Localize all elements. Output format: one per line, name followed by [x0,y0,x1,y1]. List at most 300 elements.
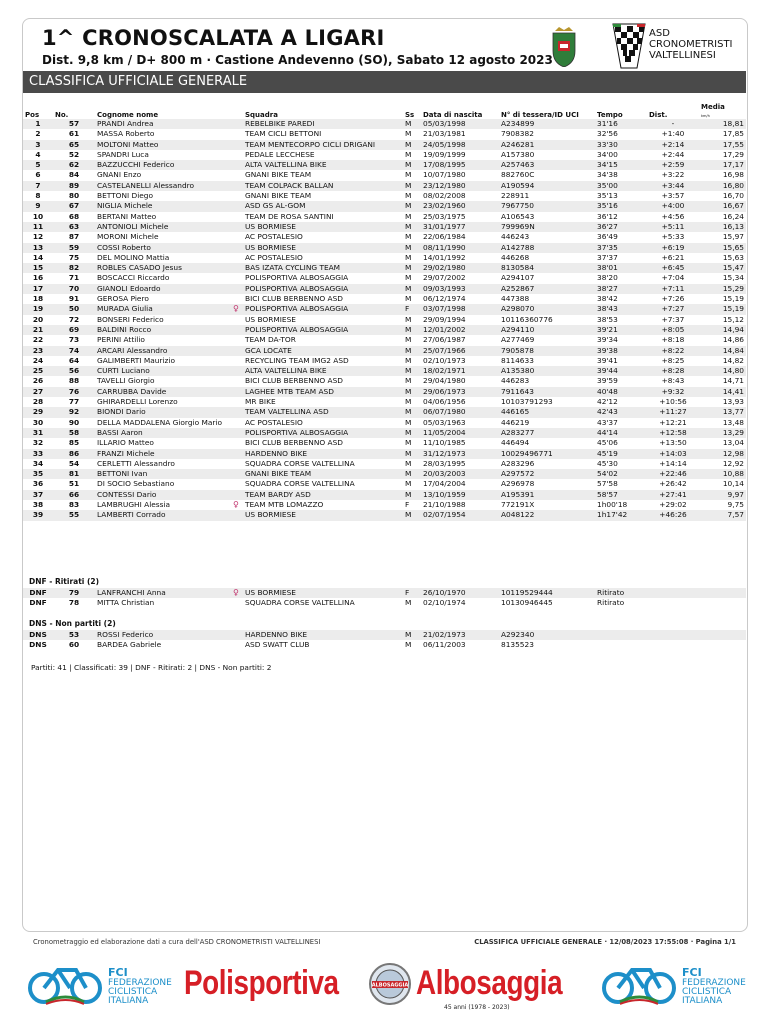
result-row [23,335,746,345]
cell-license: 446268 [501,252,530,262]
cell-team: US BORMIESE [243,222,403,232]
result-row [23,438,746,448]
col-time: Tempo [597,111,623,119]
cell-name: GNANI Enzo [97,170,142,180]
cell-speed [699,588,746,598]
cell-time: 38'27 [595,284,647,294]
cell-pos: 3 [23,140,53,150]
fci-line: ITALIANA [108,996,149,1006]
cell-time: 39'41 [597,355,618,365]
cell-birth: 23/02/1960 [421,201,499,211]
cell-gap: +5:33 [661,232,685,242]
fci-line: FEDERAZIONE [682,978,746,988]
fci-line: FEDERAZIONE [108,978,172,988]
result-row [23,263,746,273]
cell-no: 68 [68,211,80,221]
cell-pos: DNS [23,630,53,640]
cell-team: GNANI BIKE TEAM [243,469,403,479]
result-row [23,181,746,191]
cell-name: DEL MOLINO Mattia [97,252,170,262]
cell-sex: M [403,490,421,500]
cell-sex: M [405,211,412,221]
cell-license: 446243 [501,232,530,242]
sponsor-badge-text: ALBOSAGGIA [371,982,409,989]
col-pos: Pos [25,111,40,119]
cell-sex: M [403,325,421,335]
cell-pos: 1 [23,119,53,129]
sponsor-anniversary: 45 anni (1978 - 2023) [444,1004,510,1011]
cell-speed: 13,93 [722,397,744,407]
cell-name: ARCARI Alessandro [95,346,243,356]
cell-license: 7908382 [501,129,534,139]
cell-pos: 39 [23,510,53,520]
cell-time: 39'44 [595,366,647,376]
cell-team: BICI CLUB BERBENNO ASD [245,376,343,386]
cell-team: LAGHEE MTB TEAM ASD [243,387,403,397]
cell-team: ASD SWATT CLUB [245,640,310,650]
cell-time: 39'59 [597,376,618,386]
cell-pos: 21 [23,325,53,335]
cell-license: A195391 [499,490,595,500]
page-title: 1^ CRONOSCALATA A LIGARI [42,26,385,50]
asd-logo-line: CRONOMETRISTI [649,39,733,50]
cell-sex: M [405,640,412,650]
cell-license: 772191X [501,499,535,509]
result-row [23,325,746,335]
sponsor-badge-icon [368,962,412,1006]
cell-gap: +6:21 [661,252,685,262]
cell-sex: M [403,366,421,376]
cell-time: 36'49 [597,232,618,242]
cell-sex: M [405,149,412,159]
cell-license: A135380 [499,366,595,376]
cell-license: 7905878 [499,346,595,356]
cell-no: 73 [68,335,80,345]
cell-time: 34'15 [595,160,647,170]
dns-table [23,630,746,651]
cell-sex: M [405,355,412,365]
cell-birth: 08/02/2008 [423,191,466,201]
cell-speed: 14,94 [699,325,746,335]
cell-time: 32'56 [597,129,618,139]
fci-logo-left [26,962,172,1012]
cell-speed: 16,70 [722,191,744,201]
cell-time: 34'00 [597,149,618,159]
cell-sex: M [403,263,421,273]
cell-gap: +8:25 [661,355,685,365]
cell-birth: 02/10/1973 [423,355,466,365]
cell-name: DI SOCIO Sebastiano [97,479,175,489]
cell-speed [699,598,746,608]
cell-license: A294107 [501,273,535,283]
cell-name: BALDINI Rocco [95,325,243,335]
cell-sex: M [405,170,412,180]
cell-pos: 26 [32,376,44,386]
cell-name: FRANZI Michele [95,449,243,459]
cell-license: 447388 [501,294,530,304]
cell-pos: 2 [35,129,41,139]
cell-name: GALIMBERTI Maurizio [97,355,175,365]
cell-sex: M [403,119,421,129]
cell-license: A252867 [499,284,595,294]
cell-pos: DNF [23,588,53,598]
cell-name: CASTELANELLI Alessandro [95,181,243,191]
cell-birth: 31/12/1973 [421,449,499,459]
cell-speed: 14,82 [722,355,744,365]
cell-sex: F [403,304,421,314]
cell-speed: 13,48 [722,417,744,427]
cell-gap: +5:11 [647,222,699,232]
cell-team: US BORMIESE [243,243,403,253]
cell-birth: 04/06/1956 [423,397,466,407]
cell-pos: 7 [23,181,53,191]
cell-no: 60 [68,640,80,650]
cell-pos: 38 [32,499,44,509]
cell-gap [647,640,699,650]
cell-no: 52 [68,149,80,159]
cell-no: 91 [68,294,80,304]
cell-birth: 06/07/1980 [421,407,499,417]
participants-summary: Partiti: 41 | Classificati: 39 | DNF - Ritirati: 2 | DNS - Non partiti: 2 [31,663,272,672]
cell-pos: 28 [32,397,44,407]
cell-sex: M [405,129,412,139]
cell-no: 88 [68,376,80,386]
cell-time: 35'16 [595,201,647,211]
cell-license: A246281 [499,140,595,150]
result-row [23,428,746,438]
cell-speed: 7,57 [699,510,746,520]
cell-license: 446283 [501,376,530,386]
cell-speed: 13,04 [722,438,744,448]
cell-speed: 14,80 [699,366,746,376]
cell-sex: M [405,335,412,345]
dns-row [23,630,746,640]
cell-no: 75 [68,252,80,262]
cell-sex: M [403,469,421,479]
cell-pos: 12 [32,232,44,242]
result-row [23,449,746,459]
cell-sex: M [403,160,421,170]
cell-gap [647,630,699,640]
cell-license: A292340 [499,630,595,640]
cell-speed: 17,17 [699,160,746,170]
cell-time: Ritirato [595,588,647,598]
cell-team: TEAM BARDY ASD [243,490,403,500]
cell-no: 76 [53,387,95,397]
cell-name: MORONI Michele [97,232,159,242]
fci-line: CICLISTICA [108,987,158,997]
cell-sex: M [405,232,412,242]
bicycle-logo-icon [600,962,680,1008]
result-row [23,407,746,417]
cell-team: REBELBIKE PAREDI [243,119,403,129]
cell-gap: +11:27 [647,407,699,417]
cell-time: 42'43 [595,407,647,417]
cell-team: ALTA VALTELLINA BIKE [243,366,403,376]
cell-team: SQUADRA CORSE VALTELLINA [245,598,355,608]
cell-team: RECYCLING TEAM IMG2 ASD [245,355,349,365]
cell-name: BONSERI Federico [97,314,164,324]
cell-no: 87 [68,232,80,242]
fci-line: CICLISTICA [682,987,732,997]
cell-gap: +9:32 [647,387,699,397]
cell-license: 8114633 [501,355,534,365]
cell-birth: 29/07/2002 [423,273,466,283]
cell-name: SPANDRI Luca [97,149,149,159]
result-row [23,273,746,283]
cell-birth: 11/05/2004 [421,428,499,438]
cell-gap: +4:56 [661,211,685,221]
cell-speed: 15,47 [699,263,746,273]
cell-no: 59 [53,243,95,253]
cell-birth: 28/03/1995 [423,458,466,468]
cell-license: 7911643 [499,387,595,397]
cell-sex: M [403,222,421,232]
cell-birth: 09/03/1993 [421,284,499,294]
cell-birth: 05/03/1963 [423,417,466,427]
cell-birth: 29/06/1973 [421,387,499,397]
asd-logo-line: ASD [649,28,670,39]
cell-speed: 10,88 [699,469,746,479]
classification-banner [23,71,746,93]
result-row [23,140,746,150]
result-row [23,119,746,129]
cell-sex: M [403,201,421,211]
cell-gap: +8:18 [661,335,685,345]
cell-name: LAMBERTI Corrado [95,510,243,520]
cell-pos: 31 [23,428,53,438]
cell-speed: 16,67 [699,201,746,211]
cell-birth: 10/07/1980 [423,170,466,180]
cell-pos: 15 [23,263,53,273]
cell-time [595,630,647,640]
cell-team: ASD GS AL-GOM [243,201,403,211]
cell-speed: 12,98 [699,449,746,459]
cell-team [233,499,403,510]
result-row [23,160,746,170]
cell-birth: 31/01/1977 [421,222,499,232]
cell-time: 1h00'18 [597,499,628,509]
result-row [23,500,746,510]
cell-birth: 17/08/1995 [421,160,499,170]
result-row [23,315,746,325]
cell-gap: +8:28 [647,366,699,376]
cell-team: SQUADRA CORSE VALTELLINA [245,479,355,489]
cell-sex: M [405,314,412,324]
cell-gap: +8:05 [647,325,699,335]
cell-speed: 16,24 [722,211,744,221]
cell-gap: +14:14 [659,458,687,468]
cell-pos: 36 [32,479,44,489]
cell-team: ALTA VALTELLINA BIKE [243,160,403,170]
cell-gap: +8:22 [647,346,699,356]
cell-gap: +26:42 [659,479,687,489]
cell-license: A142788 [499,243,595,253]
cell-time: 38'01 [595,263,647,273]
cell-license: A106543 [501,211,535,221]
cell-sex: M [405,598,412,608]
cell-team: TEAM DE ROSA SANTINI [245,211,334,221]
fci-acronym: FCI [682,966,702,979]
result-row [23,253,746,263]
cell-time: 35'13 [597,191,618,201]
result-row [23,459,746,469]
cell-license: 10103791293 [501,397,553,407]
cell-license: 8130584 [499,263,595,273]
cell-time: 45'30 [597,458,618,468]
cell-pos: 9 [23,201,53,211]
cell-birth: 21/03/1981 [423,129,466,139]
cell-birth: 21/02/1973 [421,630,499,640]
cell-birth: 24/05/1998 [421,140,499,150]
cell-no: 89 [53,181,95,191]
cell-name: GEROSA Piero [97,294,149,304]
cell-team: TEAM COLPACK BALLAN [243,181,403,191]
col-birth: Data di nascita [423,111,483,119]
fci-acronym: FCI [108,966,128,979]
cell-time: 38'20 [597,273,618,283]
cell-speed: 9,75 [727,499,744,509]
cell-birth: 22/06/1984 [423,232,466,242]
cell-speed: 15,29 [699,284,746,294]
cell-license: A296978 [501,479,535,489]
cell-gap: +7:04 [661,273,685,283]
cell-no: 69 [53,325,95,335]
cell-pos: 5 [23,160,53,170]
cell-speed: 17,85 [722,129,744,139]
cell-speed: 15,63 [722,252,744,262]
col-gap: Dist. [649,111,668,119]
cell-sex: M [403,449,421,459]
fci-text [682,968,746,1006]
dnf-row [23,588,746,598]
cell-birth: 26/10/1970 [421,588,499,598]
cell-no: 83 [68,499,80,509]
cell-speed: 15,12 [722,314,744,324]
cell-birth: 25/03/1975 [423,211,466,221]
cell-no: 80 [68,191,80,201]
fci-line: ITALIANA [682,996,723,1006]
cell-gap: +2:14 [647,140,699,150]
checkered-flag-icon [611,22,647,70]
cell-pos: 4 [35,149,41,159]
cell-team: GNANI BIKE TEAM [245,191,312,201]
cell-license: A048122 [499,510,595,520]
cell-name: MURADA Giulia [95,304,243,314]
cell-name: BETTONI Ivan [95,469,243,479]
cell-time [595,640,647,650]
cell-name: BERTANI Matteo [97,211,157,221]
cell-no: 77 [68,397,80,407]
cell-speed: 14,84 [699,346,746,356]
cell-gap: +2:59 [647,160,699,170]
cell-no: 71 [68,273,80,283]
cell-no: 64 [68,355,80,365]
cell-license: A298070 [499,304,595,314]
result-row [23,490,746,500]
female-icon: ♀ [233,499,239,509]
cell-time: 36'27 [595,222,647,232]
cell-no: 79 [53,588,95,598]
cell-birth: 05/03/1998 [421,119,499,129]
cell-no: 56 [53,366,95,376]
cell-time: 42'12 [597,397,618,407]
cell-gap: +10:56 [659,397,687,407]
cell-time: 38'43 [595,304,647,314]
cell-sex: M [405,397,412,407]
cell-team: PEDALE LECCHESE [245,149,315,159]
result-row [23,232,746,242]
cell-time: 37'35 [595,243,647,253]
cell-sex: M [403,630,421,640]
cell-name: CONTESSI Dario [95,490,243,500]
cell-sex: M [405,252,412,262]
cell-time: 45'19 [595,449,647,459]
cell-pos: 6 [35,170,41,180]
cell-pos: 30 [32,417,44,427]
col-license: N° di tessera/ID UCI [501,111,579,119]
cell-name: MITTA Christian [97,598,155,608]
cell-speed [699,630,746,640]
footer-credits: Cronometraggio ed elaborazione dati a cura dell'ASD CRONOMETRISTI VALTELLINESI [33,938,321,946]
cell-sex: M [403,181,421,191]
cell-pos: 37 [23,490,53,500]
cell-pos: DNS [29,640,47,650]
cell-no: 74 [53,346,95,356]
cell-birth: 25/07/1966 [421,346,499,356]
cell-gap: +7:27 [647,304,699,314]
cell-speed: 15,65 [699,243,746,253]
result-row [23,346,746,356]
cell-pos: 13 [23,243,53,253]
cell-sex: F [405,499,410,509]
cell-pos: 25 [23,366,53,376]
cell-speed: 15,19 [722,294,744,304]
cell-sex: M [403,407,421,417]
cell-birth: 20/03/2003 [421,469,499,479]
female-icon: ♀ [233,304,239,314]
cell-name: ANTONIOLI Michele [95,222,243,232]
cell-name: LANFRANCHI Anna [95,588,243,598]
cell-team: AC POSTALESIO [245,252,303,262]
cell-speed: 17,55 [699,140,746,150]
result-row [23,284,746,294]
cell-birth: 19/09/1999 [423,149,466,159]
fci-logo-right [600,962,746,1012]
fci-text [108,968,172,1006]
cell-birth: 21/10/1988 [423,499,466,509]
cell-gap: +22:46 [647,469,699,479]
cell-time: 37'37 [597,252,618,262]
cell-pos: 34 [32,458,44,468]
result-row [23,150,746,160]
col-sex: Ss [405,111,415,119]
cell-speed: 12,92 [722,458,744,468]
dnf-section-title: DNF - Ritirati (2) [29,577,100,586]
cell-time: 38'53 [597,314,618,324]
cell-speed: 10,14 [722,479,744,489]
cell-team [233,588,403,598]
cell-speed: 14,41 [699,387,746,397]
cell-team: US BORMIESE [245,314,296,324]
cell-gap: +7:26 [661,294,685,304]
result-row [23,356,746,366]
cell-sex: M [403,346,421,356]
event-details: Dist. 9,8 km / D+ 800 m · Castione Andevenno (SO), Sabato 12 agosto 2023 [42,53,553,67]
cell-name: BETTONI Diego [97,191,154,201]
cell-no: 65 [53,140,95,150]
cell-birth: 23/12/1980 [421,181,499,191]
